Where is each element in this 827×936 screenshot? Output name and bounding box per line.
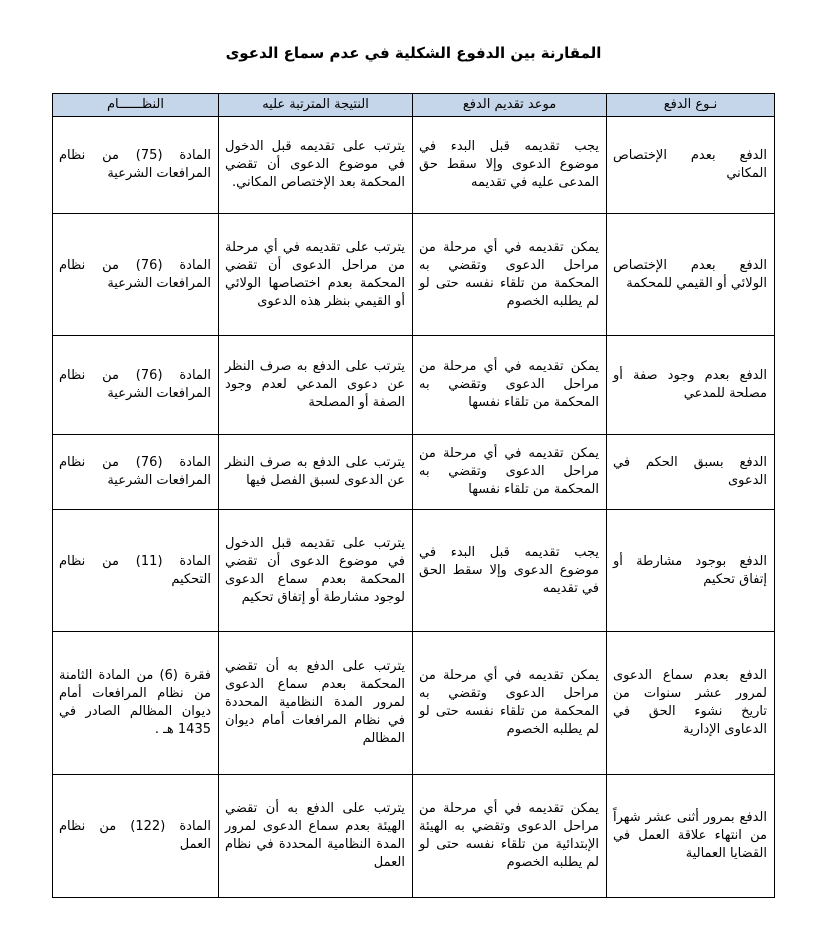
cell-law: المادة (76) من نظام المرافعات الشرعية [53, 435, 219, 510]
cell-law: المادة (75) من نظام المرافعات الشرعية [53, 117, 219, 214]
comparison-table [52, 93, 775, 898]
cell-type: الدفع بوجود مشارطة أو إتفاق تحكيم [607, 510, 775, 632]
cell-result: يترتب على تقديمه في أي مرحلة من مراحل الدعوى أن تقضي المحكمة بعدم اختصاصها الولائي أو القيمي بنظر هذه الدعوى [219, 214, 413, 336]
cell-law: المادة (76) من نظام المرافعات الشرعية [53, 336, 219, 435]
cell-type: الدفع بعدم سماع الدعوى لمرور عشر سنوات من تاريخ نشوء الحق في الدعاوى الإدارية [607, 632, 775, 775]
cell-timing: يمكن تقديمه في أي مرحلة من مراحل الدعوى وتقضي به المحكمة من تلقاء نفسها [413, 435, 607, 510]
table-header-row [53, 94, 775, 117]
cell-law: المادة (76) من نظام المرافعات الشرعية [53, 214, 219, 336]
cell-timing: يجب تقديمه قبل البدء في موضوع الدعوى وإلا سقط حق المدعى عليه في تقديمه [413, 117, 607, 214]
cell-timing: يمكن تقديمه في أي مرحلة من مراحل الدعوى وتقضي به المحكمة من تلقاء نفسها [413, 336, 607, 435]
page-title: المقارنة بين الدفوع الشكلية في عدم سماع الدعوى [225, 44, 602, 62]
table-row [53, 214, 775, 336]
cell-result: يترتب على الدفع به صرف النظر عن دعوى المدعي لعدم وجود الصفة أو المصلحة [219, 336, 413, 435]
cell-result: يترتب على الدفع به صرف النظر عن الدعوى لسبق الفصل فيها [219, 435, 413, 510]
header-result: النتيجة المترتبة عليه [219, 94, 413, 117]
cell-type: الدفع بمرور أثنى عشر شهراً من انتهاء علاقة العمل في القضايا العمالية [607, 775, 775, 898]
table-row [53, 117, 775, 214]
cell-timing: يجب تقديمه قبل البدء في موضوع الدعوى وإلا سقط الحق في تقديمه [413, 510, 607, 632]
header-type: نـوع الدفع [607, 94, 775, 117]
cell-law: فقرة (6) من المادة الثامنة من نظام المرافعات أمام ديوان المظالم الصادر في 1435 هـ . [53, 632, 219, 775]
cell-type: الدفع بسبق الحكم في الدعوى [607, 435, 775, 510]
cell-result: يترتب على تقديمه قبل الدخول في موضوع الدعوى أن تقضي المحكمة بعد الإختصاص المكاني. [219, 117, 413, 214]
table-row [53, 435, 775, 510]
cell-result: يترتب على الدفع به أن تقضي الهيئة بعدم سماع الدعوى لمرور المدة النظامية المحددة في نظام العمل [219, 775, 413, 898]
cell-law: المادة (122) من نظام العمل [53, 775, 219, 898]
header-law: النظــــــام [53, 94, 219, 117]
cell-timing: يمكن تقديمه في أي مرحلة من مراحل الدعوى وتقضي به المحكمة من تلقاء نفسه حتى لو لم يطلبه الخصوم [413, 214, 607, 336]
cell-timing: يمكن تقديمه في أي مرحلة من مراحل الدعوى وتقضي به المحكمة من تلقاء نفسه حتى لو لم يطلبه الخصوم [413, 632, 607, 775]
table-row [53, 775, 775, 898]
table-row [53, 510, 775, 632]
table-row [53, 632, 775, 775]
cell-type: الدفع بعدم وجود صفة أو مصلحة للمدعي [607, 336, 775, 435]
table-row [53, 336, 775, 435]
cell-result: يترتب على تقديمه قبل الدخول في موضوع الدعوى أن تقضي المحكمة بعدم سماع الدعوى لوجود مشارطة أو إتفاق تحكيم [219, 510, 413, 632]
cell-type: الدفع بعدم الإختصاص الولائي أو القيمي للمحكمة [607, 214, 775, 336]
cell-type: الدفع بعدم الإختصاص المكاني [607, 117, 775, 214]
cell-law: المادة (11) من نظام التحكيم [53, 510, 219, 632]
cell-result: يترتب على الدفع به أن تقضي المحكمة بعدم سماع الدعوى لمرور المدة النظامية المحددة في نظام المرافعات أمام ديوان المظالم [219, 632, 413, 775]
header-timing: موعد تقديم الدفع [413, 94, 607, 117]
cell-timing: يمكن تقديمه في أي مرحلة من مراحل الدعوى وتقضي به الهيئة الإبتدائية من تلقاء نفسه حتى لو لم يطلبه الخصوم [413, 775, 607, 898]
